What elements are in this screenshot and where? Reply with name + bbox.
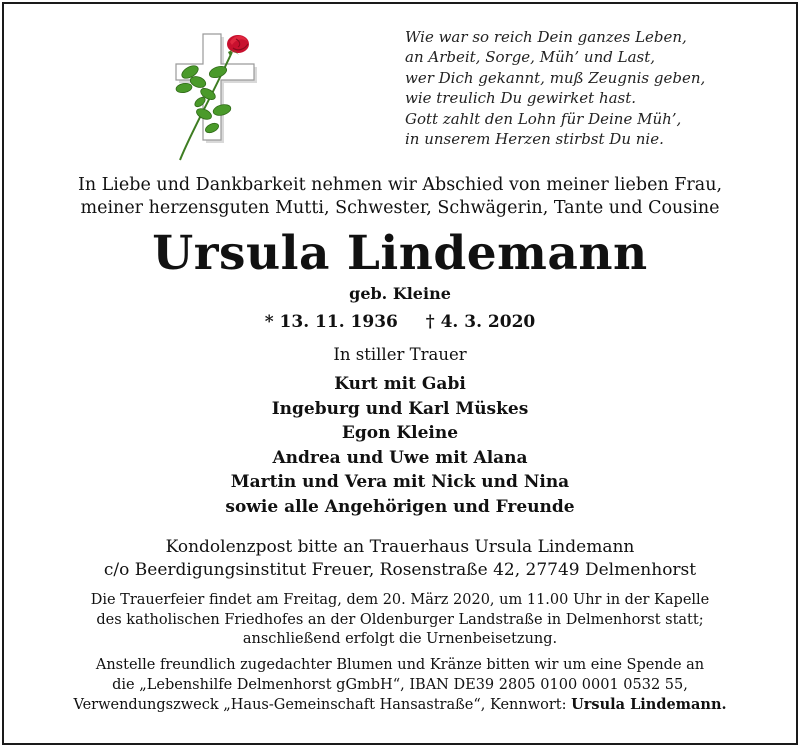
donation-info (0, 656, 800, 716)
mourner-entry: sowie alle Angehörigen und Freunde (225, 496, 575, 517)
mourner-entry: Ingeburg und Karl Müskes (271, 398, 529, 419)
ceremony-line: des katholischen Friedhofes an der Oldenburger Landstraße in Delmenhorst statt; (96, 611, 704, 628)
donation-purpose: Verwendungszweck „Haus-Gemeinschaft Hansastraße“, Kennwort: (73, 697, 572, 713)
donation-line (0, 695, 800, 716)
intro-text (0, 174, 800, 220)
condolence-address (0, 536, 800, 581)
deceased-name: Ursula Lindemann (152, 226, 648, 281)
condolence-line: c/o Beerdigungsinstitut Freuer, Rosenstraße 42, 27749 Delmenhorst (103, 559, 697, 580)
poem-line: in unserem Herzen stirbst Du nie. (405, 130, 664, 149)
donation-line: Anstelle freundlich zugedachter Blumen und Kränze bitten wir um eine Spende an (95, 657, 705, 673)
ceremony-line: anschließend erfolgt die Urnenbeisetzung. (242, 631, 558, 647)
condolence-line: Kondolenzpost bitte an Trauerhaus Ursula Lindemann (165, 537, 635, 557)
donation-keyword: Ursula Lindemann. (571, 696, 727, 713)
donation-line: die „Lebenshilfe Delmenhorst gGmbH“, IBAN DE39 2805 0100 0001 0532 55, (112, 676, 688, 693)
mourner-entry: Kurt mit Gabi (334, 374, 466, 394)
death-date: † 4. 3. 2020 (425, 312, 536, 332)
poem-line: wer Dich gekannt, muß Zeugnis geben, (405, 68, 706, 87)
birth-date: * 13. 11. 1936 (264, 312, 398, 332)
intro-line: meiner herzensguten Mutti, Schwester, Schwägerin, Tante und Cousine (80, 198, 720, 218)
poem-line: Gott zahlt den Lohn für Deine Müh’, (405, 109, 682, 128)
cross-with-rose-icon (170, 30, 265, 162)
mourner-entry: Egon Kleine (341, 423, 459, 443)
rose-icon (227, 35, 249, 56)
poem-line: wie treulich Du gewirket hast. (405, 89, 637, 108)
ceremony-info (0, 591, 800, 650)
life-dates (0, 312, 800, 332)
poem-line: an Arbeit, Sorge, Müh’ und Last, (405, 48, 656, 67)
mourner-entry: Martin und Vera mit Nick und Nina (230, 472, 570, 492)
mourners-list (0, 372, 800, 519)
memorial-poem (405, 27, 705, 149)
mourning-heading: In stiller Trauer (333, 345, 467, 364)
ceremony-line: Die Trauerfeier findet am Freitag, dem 20. März 2020, um 11.00 Uhr in der Kapelle (90, 592, 710, 608)
intro-line: In Liebe und Dankbarkeit nehmen wir Abschied von meiner lieben Frau, (77, 175, 723, 195)
birth-name: geb. Kleine (349, 284, 451, 303)
poem-line: Wie war so reich Dein ganzes Leben, (405, 28, 687, 46)
mourner-entry: Andrea und Uwe mit Alana (272, 447, 528, 468)
